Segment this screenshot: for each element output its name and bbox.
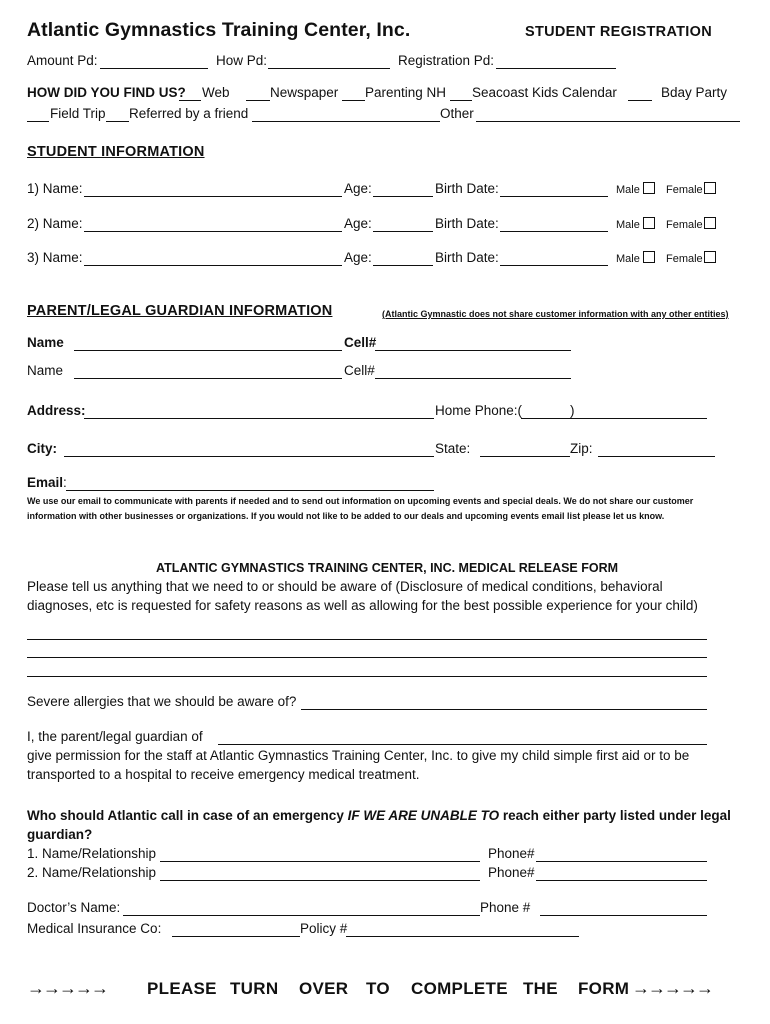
male-checkbox[interactable] [643, 182, 655, 194]
parent2-name-field[interactable] [74, 378, 342, 379]
referral-field-trip-label: Field Trip [50, 106, 106, 121]
contact2-phone-field[interactable] [536, 880, 707, 881]
home-phone-label: Home Phone:( [435, 403, 523, 418]
medical-intro-line1: Please tell us anything that we need to or should be aware of (Disclosure of medical conditions, behavioral [27, 579, 663, 594]
how-paid-label: How Pd: [216, 53, 268, 68]
medical-notes-line1[interactable] [27, 639, 707, 640]
form-name: STUDENT REGISTRATION [525, 24, 712, 40]
medical-notes-line3[interactable] [27, 676, 707, 677]
student-age-field[interactable] [373, 231, 433, 232]
referral-question: HOW DID YOU FIND US? [27, 85, 186, 100]
student-age-label: Age: [344, 250, 372, 265]
referral-seacoast-label: Seacoast Kids Calendar [472, 85, 617, 100]
footer-word-please: PLEASE [147, 979, 217, 998]
footer-arrows-right-icon: →→→→→ [632, 978, 712, 998]
email-note: We use our email to communicate with parents if needed and to send out information on upcoming events and special deals. We do not share our customer information with other businesses or organizations. If you would not like to be added to our deals and upcoming events email list please let us know. [27, 496, 694, 521]
referral-seacoast-field[interactable] [450, 100, 472, 101]
parent2-name-label: Name [27, 363, 64, 378]
contact1-label: 1. Name/Relationship [27, 846, 157, 861]
allergies-field[interactable] [301, 709, 707, 710]
parent1-cell-label: Cell# [344, 335, 377, 350]
guardian-of-label: I, the parent/legal guardian of [27, 729, 203, 744]
student-age-field[interactable] [373, 196, 433, 197]
footer-arrows-left-icon: →→→→→ [27, 978, 107, 998]
student-age-label: Age: [344, 181, 372, 196]
email-field[interactable] [66, 490, 434, 491]
student-birth-field[interactable] [500, 231, 608, 232]
male-label: Male [616, 184, 640, 196]
registration-paid-field[interactable] [496, 68, 616, 69]
parent1-name-field[interactable] [74, 350, 342, 351]
permission-line2: transported to a hospital to receive emergency medical treatment. [27, 767, 420, 782]
student-name-field[interactable] [84, 196, 342, 197]
footer-word-to: TO [366, 979, 390, 998]
referral-friend-label: Referred by a friend [129, 106, 249, 121]
zip-field[interactable] [598, 456, 715, 457]
student-birth-field[interactable] [500, 265, 608, 266]
doctor-phone-field[interactable] [540, 915, 707, 916]
student-birth-label: Birth Date: [435, 216, 499, 231]
address-label: Address: [27, 403, 86, 418]
referral-other-field[interactable] [476, 121, 740, 122]
doctor-phone-label: Phone # [480, 900, 531, 915]
parent2-cell-label: Cell# [344, 363, 375, 378]
contact2-phone-label: Phone# [488, 865, 535, 880]
guardian-of-field[interactable] [218, 744, 707, 745]
female-label: Female [666, 253, 703, 265]
male-label: Male [616, 219, 640, 231]
referral-bday-field[interactable] [628, 100, 652, 101]
home-phone-paren: ) [570, 403, 575, 418]
contact1-phone-label: Phone# [488, 846, 535, 861]
referral-web-field[interactable] [179, 100, 201, 101]
student-birth-field[interactable] [500, 196, 608, 197]
privacy-note: (Atlantic Gymnastic does not share customer information with any other entities) [382, 309, 729, 319]
emergency-question [27, 808, 731, 824]
emergency-question-emphasis: IF WE ARE UNABLE TO [347, 808, 500, 823]
contact2-label: 2. Name/Relationship [27, 865, 157, 880]
policy-label: Policy # [300, 921, 348, 936]
referral-friend-field[interactable] [252, 121, 440, 122]
how-paid-field[interactable] [268, 68, 390, 69]
student-name-field[interactable] [84, 265, 342, 266]
male-label: Male [616, 253, 640, 265]
doctor-name-label: Doctor’s Name: [27, 900, 121, 915]
allergies-label: Severe allergies that we should be aware of? [27, 694, 297, 709]
amount-paid-field[interactable] [100, 68, 208, 69]
city-field[interactable] [64, 456, 434, 457]
student-age-field[interactable] [373, 265, 433, 266]
footer-word-form: FORM [578, 979, 630, 998]
medical-intro-line2: diagnoses, etc is requested for safety reasons as well as allowing for the best possible experience for your child) [27, 598, 698, 613]
referral-newspaper-field[interactable] [246, 100, 270, 101]
state-field[interactable] [480, 456, 570, 457]
medical-heading: ATLANTIC GYMNASTICS TRAINING CENTER, INC. MEDICAL RELEASE FORM [156, 561, 619, 575]
referral-web-label: Web [202, 85, 230, 100]
male-checkbox[interactable] [643, 251, 655, 263]
emergency-question-end: guardian? [27, 827, 93, 842]
parent-info-heading: PARENT/LEGAL GUARDIAN INFORMATION [27, 303, 333, 319]
footer-word-turn: TURN [230, 979, 279, 998]
student-birth-label: Birth Date: [435, 181, 499, 196]
city-label: City: [27, 441, 57, 456]
parent1-name-label: Name [27, 335, 64, 350]
student-info-heading: STUDENT INFORMATION [27, 144, 205, 160]
female-label: Female [666, 184, 703, 196]
insurance-label: Medical Insurance Co: [27, 921, 162, 936]
referral-other-label: Other [440, 106, 474, 121]
footer-word-complete: COMPLETE [411, 979, 508, 998]
referral-parenting-label: Parenting NH [365, 85, 447, 100]
referral-field-trip-field[interactable] [27, 121, 49, 122]
registration-paid-label: Registration Pd: [398, 53, 495, 68]
medical-notes-line2[interactable] [27, 657, 707, 658]
doctor-name-field[interactable] [123, 915, 480, 916]
male-checkbox[interactable] [643, 217, 655, 229]
female-checkbox[interactable] [704, 251, 716, 263]
parent2-cell-field[interactable] [375, 378, 571, 379]
contact1-phone-field[interactable] [536, 861, 707, 862]
home-phone-field[interactable] [521, 418, 707, 419]
amount-paid-label: Amount Pd: [27, 53, 98, 68]
form-title: Atlantic Gymnastics Training Center, Inc. [27, 19, 411, 41]
state-label: State: [435, 441, 471, 456]
referral-newspaper-label: Newspaper [270, 85, 339, 100]
student-name-label: 2) Name: [27, 216, 83, 231]
address-field[interactable] [84, 418, 434, 419]
student-birth-label: Birth Date: [435, 250, 499, 265]
student-name-label: 3) Name: [27, 250, 83, 265]
female-checkbox[interactable] [704, 182, 716, 194]
emergency-question-part2: reach either party listed under legal [499, 808, 731, 823]
email-label: Email [27, 475, 64, 490]
contact2-field[interactable] [160, 880, 480, 881]
female-checkbox[interactable] [704, 217, 716, 229]
contact1-field[interactable] [160, 861, 480, 862]
female-label: Female [666, 219, 703, 231]
zip-label: Zip: [570, 441, 593, 456]
emergency-question-part1: Who should Atlantic call in case of an emergency [27, 808, 348, 823]
student-age-label: Age: [344, 216, 372, 231]
footer-word-the: THE [523, 979, 558, 998]
email-colon: : [63, 475, 67, 490]
parent1-cell-field[interactable] [375, 350, 571, 351]
referral-parenting-field[interactable] [342, 100, 365, 101]
permission-line1: give permission for the staff at Atlantic Gymnastics Training Center, Inc. to give my child simple first aid or to be [27, 748, 690, 763]
student-name-label: 1) Name: [27, 181, 83, 196]
referral-friend-check[interactable] [106, 121, 129, 122]
policy-field[interactable] [346, 936, 579, 937]
footer-word-over: OVER [299, 979, 349, 998]
referral-bday-label: Bday Party [661, 85, 728, 100]
student-name-field[interactable] [84, 231, 342, 232]
insurance-field[interactable] [172, 936, 300, 937]
